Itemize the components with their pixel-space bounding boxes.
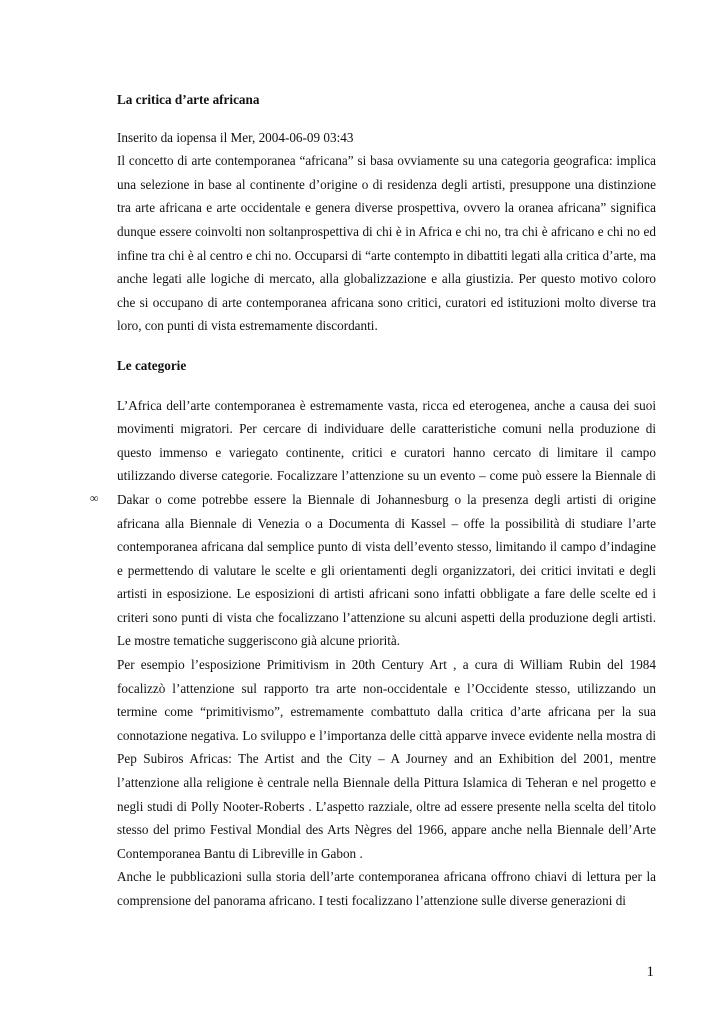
margin-symbol: ∞	[90, 491, 99, 505]
paragraph-categorie: L’Africa dell’arte contemporanea è estremamente vasta, ricca ed eterogenea, anche a causa dei suoi movimenti migratori. Per cercare di individuare delle caratteristiche comuni nella produzione di questo immenso e variegato continente, critici e curatori hanno cercato di limitare il campo utilizzando diverse categorie. Focalizzare l’attenzione su un evento – come può essere la Biennale di Dakar o come potrebbe essere la Biennale di Johannesburg o la presenza degli artisti di origine africana alla Biennale di Venezia o a Documenta di Kassel – offe la possibilità di studiare l’arte contemporanea africana dal semplice punto di vista dell’evento stesso, limitando il campo d’indagine e permettendo di valutare le scelte e gli orientamenti degli organizzatori, dei critici invitati e degli artisti in esposizione. Le esposizioni di artisti africani sono infatti obbligate a fare delle scelte ed i criteri sono punti di vista che focalizzano l’attenzione su alcuni aspetti della produzione degli artisti. Le mostre tematiche suggeriscono già alcune priorità.	[117, 397, 656, 649]
paragraph-intro: Il concetto di arte contemporanea “africana” si basa ovviamente su una categoria geografica: implica una selezione in base al continente d’origine o di residenza degli artisti, presuppone una distinzione tra arte africana e arte occidentale e genera diverse prospettiva, ovvero la oranea africana” significa dunque essere coinvolti non soltanprospettiva di chi è in Africa e chi no, tra chi è africano e chi no ed infine tra chi è al centro e chi no. Occuparsi di “arte contempto in dibattiti legati alla critica d’arte, ma anche legati alle logiche di mercato, alla globalizzazione e alla giustizia. Per questo motivo coloro che si occupano di arte contemporanea africana sono critici, curatori ed istituzioni molto diverse tra loro, con punti di vista estremamente discordanti.	[117, 153, 656, 334]
document-body	[117, 88, 656, 913]
section-heading-categorie: Le categorie	[117, 357, 187, 373]
post-meta: Inserito da iopensa il Mer, 2004-06-09 03:43	[117, 129, 354, 145]
paragraph-esempio: Per esempio l’esposizione Primitivism in 20th Century Art , a cura di William Rubin del 1984 focalizzò l’attenzione sul rapporto tra arte non-occidentale e l’Occidente stesso, utilizzando un termine come “primitivismo”, estremamente combattuto dalla critica d’arte africana per la sua connotazione negativa. Lo sviluppo e l’importanza delle città apparve invece evidente nella mostra di Pep Subiros Africas: The Artist and the City – A Journey and an Exhibition del 2001, mentre l’attenzione alla religione è centrale nella Biennale della Pittura Islamica di Teheran e nel progetto e negli studi di Polly Nooter-Roberts . L’aspetto razziale, oltre ad essere presente nella scelta del titolo stesso del primo Festival Mondial des Arts Nègres del 1966, appare anche nella Biennale dell’Arte Contemporanea Bantu di Libreville in Gabon .	[117, 657, 656, 861]
document-title: La critica d’arte africana	[117, 92, 260, 107]
page-number: 1	[646, 964, 654, 980]
paragraph-pubblicazioni: Anche le pubblicazioni sulla storia dell’arte contemporanea africana offrono chiavi di lettura per la comprensione del panorama africano. I testi focalizzano l’attenzione sulle diverse generazioni di	[117, 869, 656, 908]
